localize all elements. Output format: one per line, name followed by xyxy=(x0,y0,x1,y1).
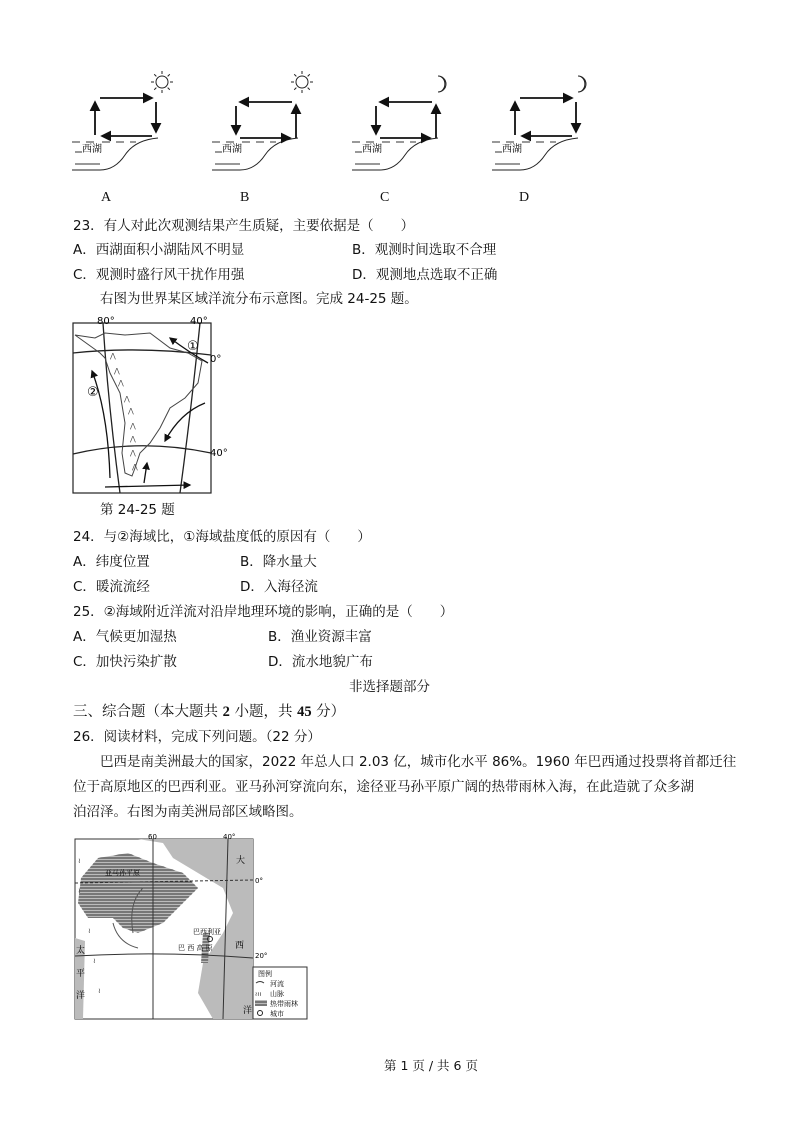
section-3-heading: 三、综合题（本大题共 2 小题，共 45 分） xyxy=(73,704,346,720)
svg-text:热带雨林: 热带雨林 xyxy=(270,1000,298,1008)
svg-text:⋀: ⋀ xyxy=(130,422,136,430)
figure-label-c: C xyxy=(380,190,390,205)
svg-text:西: 西 xyxy=(235,941,245,951)
svg-text:≀≀≀: ≀≀≀ xyxy=(255,991,262,998)
svg-text:⋀: ⋀ xyxy=(130,435,136,443)
south-america-map xyxy=(73,833,309,1023)
q23-option-c: C．观测时盛行风干扰作用强 xyxy=(73,267,245,283)
breeze-diagram-b xyxy=(210,70,320,185)
lake-label: 西湖 xyxy=(502,144,522,155)
svg-text:⋀: ⋀ xyxy=(124,395,130,403)
q25-option-a: A．气候更加湿热 xyxy=(73,629,177,645)
q24-option-d: D．入海径流 xyxy=(240,579,318,595)
moon-icon xyxy=(438,76,446,92)
sun-icon xyxy=(151,71,173,93)
svg-text:⋀: ⋀ xyxy=(114,367,120,375)
q26-material-line: 巴西是南美洲最大的国家，2022 年总人口 2.03 亿，城市化水平 86%。1960 年巴西通过投票将首都迁往 xyxy=(100,754,737,770)
q24-stem: 24．与②海域比，①海域盐度低的原因有（ ） xyxy=(73,529,371,545)
svg-text:大: 大 xyxy=(236,856,246,866)
svg-text:≀: ≀ xyxy=(88,927,91,935)
lat-label-20: 20° xyxy=(255,952,268,960)
svg-text:⋀: ⋀ xyxy=(118,379,124,387)
marker-1: ① xyxy=(187,339,199,354)
svg-text:⋀: ⋀ xyxy=(130,449,136,457)
q24-option-c: C．暖流流经 xyxy=(73,579,150,595)
page-footer: 第 1 页 / 共 6 页 xyxy=(384,1058,478,1073)
q23-option-b: B．观测时间选取不合理 xyxy=(352,242,497,258)
breeze-diagram-a xyxy=(70,70,180,185)
ocean-current-map xyxy=(70,313,228,498)
q24-option-b: B．降水量大 xyxy=(240,554,317,570)
svg-text:≀: ≀ xyxy=(98,987,101,995)
svg-text:≀: ≀ xyxy=(78,857,81,865)
svg-text:洋: 洋 xyxy=(76,991,86,1001)
q26-material-line: 泊沼泽。右图为南美洲局部区域略图。 xyxy=(73,804,303,820)
q26-material-line: 位于高原地区的巴西利亚。亚马孙河穿流向东，途径亚马孙平原广阔的热带雨林入海，在此造就了众多湖 xyxy=(73,779,694,795)
lon-label-60: 60 xyxy=(148,833,157,841)
plateau-label: 巴 西 高 原 xyxy=(178,944,213,952)
breeze-diagram-d xyxy=(490,70,600,185)
q23-option-a: A．西湖面积小湖陆风不明显 xyxy=(73,242,245,258)
part-title: 非选择题部分 xyxy=(349,679,430,695)
svg-text:城市: 城市 xyxy=(270,1010,284,1018)
q25-option-d: D．流水地貌广布 xyxy=(268,654,373,670)
q25-stem: 25．②海域附近洋流对沿岸地理环境的影响，正确的是（ ） xyxy=(73,604,454,620)
q25-option-c: C．加快污染扩散 xyxy=(73,654,177,670)
q23-stem: 23．有人对此次观测结果产生质疑，主要依据是（ ） xyxy=(73,218,415,234)
lat-label-40: 40° xyxy=(210,448,228,459)
breeze-diagram-c xyxy=(350,70,460,185)
lon-label-40: 40° xyxy=(223,833,236,841)
lat-label-0: 0° xyxy=(255,877,263,885)
figure-label-a: A xyxy=(101,190,112,205)
lake-label: 西湖 xyxy=(362,144,382,155)
intro-24-25: 右图为世界某区域洋流分布示意图。完成 24-25 题。 xyxy=(100,291,418,307)
q23-option-d: D．观测地点选取不正确 xyxy=(352,267,498,283)
svg-text:≀: ≀ xyxy=(78,887,81,895)
figure-label-d: D xyxy=(519,190,530,205)
svg-text:⋀: ⋀ xyxy=(128,407,134,415)
figure-label-b: B xyxy=(240,190,250,205)
city-label: 巴西利亚 xyxy=(193,928,221,936)
moon-icon xyxy=(578,76,586,92)
sun-icon xyxy=(291,71,313,93)
svg-text:⋀: ⋀ xyxy=(110,352,116,360)
svg-text:山脉: 山脉 xyxy=(270,990,284,998)
svg-text:图例: 图例 xyxy=(258,970,272,978)
svg-text:太: 太 xyxy=(76,946,86,956)
lon-label-80: 80° xyxy=(97,316,115,327)
q25-option-b: B．渔业资源丰富 xyxy=(268,629,372,645)
q24-option-a: A．纬度位置 xyxy=(73,554,150,570)
map1-caption: 第 24-25 题 xyxy=(100,502,175,518)
lon-label-40: 40° xyxy=(190,316,208,327)
svg-text:平: 平 xyxy=(76,969,86,979)
lat-label-0: 0° xyxy=(210,354,222,365)
marker-2: ② xyxy=(87,385,99,400)
svg-text:洋: 洋 xyxy=(243,1006,253,1016)
q26-stem: 26．阅读材料，完成下列问题。（22 分） xyxy=(73,729,321,745)
lake-label: 西湖 xyxy=(222,144,242,155)
svg-text:⋀: ⋀ xyxy=(132,463,138,471)
map-legend xyxy=(253,967,307,1019)
svg-text:河流: 河流 xyxy=(270,980,284,988)
lake-label: 西湖 xyxy=(82,144,102,155)
svg-text:≀: ≀ xyxy=(93,957,96,965)
plain-label: 亚马孙平原 xyxy=(105,869,140,877)
